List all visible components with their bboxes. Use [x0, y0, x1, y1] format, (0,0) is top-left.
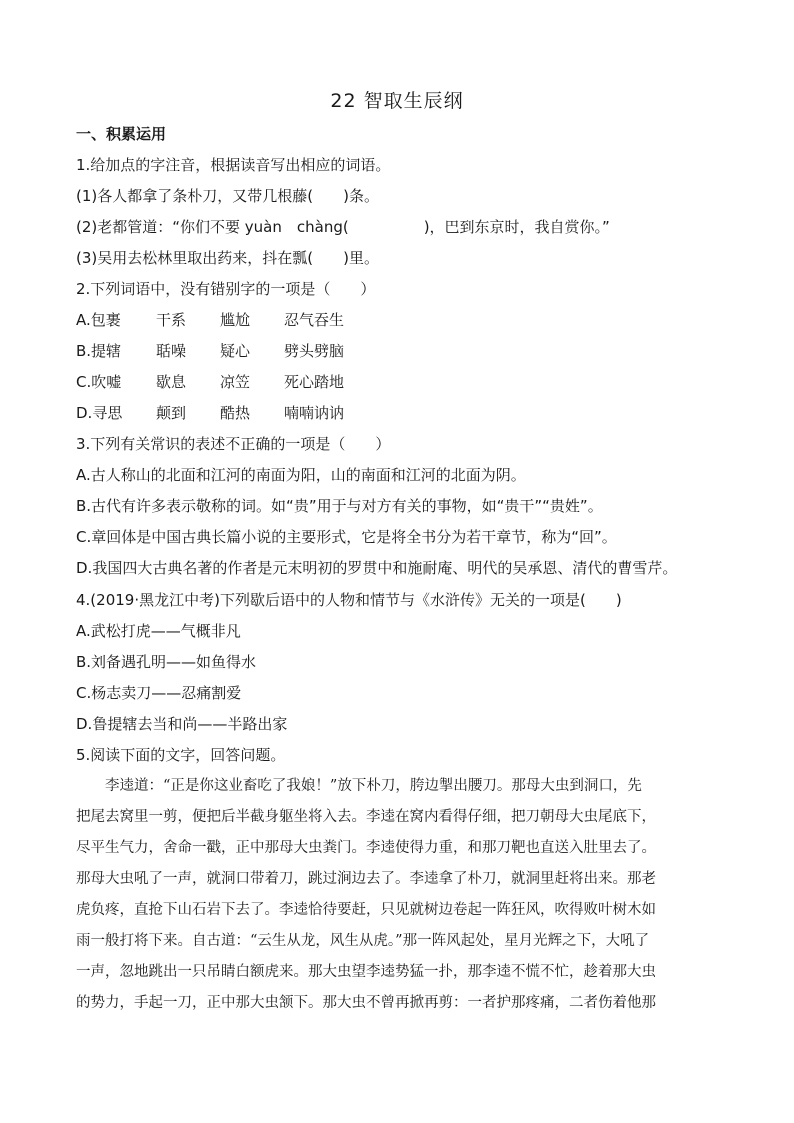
option-word: 尴尬 — [220, 311, 251, 329]
option-label: A.包裹 — [76, 311, 121, 329]
passage-line: 尽平生气力，舍命一戳，正中那母大虫粪门。李逵使得力重，和那刀靶也直送入肚里去了。 — [76, 840, 656, 856]
passage-line: 把尾去窝里一剪，便把后半截身躯坐将入去。李逵在窝内看得仔细，把刀朝母大虫尾底下， — [76, 809, 656, 825]
q4-stem: 4.(2019·黑龙江中考)下列歇后语中的人物和情节与《水浒传》无关的一项是( ) — [76, 591, 622, 609]
q2-option-a — [76, 310, 344, 330]
option-label: B.提辖 — [76, 342, 122, 360]
q2-option-b — [76, 341, 344, 361]
q4-option-c: C.杨志卖刀——忍痛割爱 — [76, 684, 242, 702]
q3-option-d: D.我国四大古典名著的作者是元末明初的罗贯中和施耐庵、明代的吴承恩、清代的曹雪芹。 — [76, 559, 678, 577]
option-word: 歇息 — [156, 373, 187, 391]
q4-option-b: B.刘备遇孔明——如鱼得水 — [76, 653, 257, 671]
q5-stem: 5.阅读下面的文字，回答问题。 — [76, 746, 286, 764]
option-word: 疑心 — [220, 342, 251, 360]
section-heading: 一、积累运用 — [76, 125, 167, 143]
q1-stem: 1.给加点的字注音，根据读音写出相应的词语。 — [76, 156, 391, 174]
q2-option-d — [76, 403, 344, 423]
option-word: 喃喃讷讷 — [284, 404, 345, 422]
passage-line: 的势力，手起一刀，正中那大虫颔下。那大虫不曾再掀再剪：一者护那疼痛，二者伤着他那 — [76, 995, 656, 1011]
option-word: 酷热 — [220, 404, 251, 422]
option-word: 忍气吞生 — [284, 311, 345, 329]
passage-line: 虎负疼，直抢下山石岩下去了。李逵恰待要赶，只见就树边卷起一阵狂风，吹得败叶树木如 — [76, 902, 656, 918]
option-word: 凉笠 — [220, 373, 251, 391]
option-word: 死心踏地 — [284, 373, 345, 391]
q2-option-c — [76, 372, 344, 392]
q3-stem: 3.下列有关常识的表述不正确的一项是（ ） — [76, 435, 391, 453]
option-word: 颠到 — [156, 404, 187, 422]
q1-sub3: (3)吴用去松林里取出药来，抖在瓢( )里。 — [76, 249, 379, 267]
q4-option-d: D.鲁提辖去当和尚——半路出家 — [76, 715, 288, 733]
option-label: C.吹嘘 — [76, 373, 122, 391]
option-word: 聒噪 — [156, 342, 187, 360]
q1-sub1: (1)各人都拿了条朴刀，又带几根藤( )条。 — [76, 187, 379, 205]
q3-option-b: B.古代有许多表示敬称的词。如“贵”用于与对方有关的事物，如“贵干”“贵姓”。 — [76, 497, 603, 515]
q3-option-c: C.章回体是中国古典长篇小说的主要形式，它是将全书分为若干章节，称为“回”。 — [76, 528, 617, 546]
option-label: D.寻思 — [76, 404, 123, 422]
page-title: 22 智取生辰纲 — [330, 90, 464, 112]
passage-line: 一声，忽地跳出一只吊睛白额虎来。那大虫望李逵势猛一扑，那李逵不慌不忙，趁着那大虫 — [76, 964, 656, 980]
passage-line: 那母大虫吼了一声，就洞口带着刀，跳过涧边去了。李逵拿了朴刀，就洞里赶将出来。那老 — [76, 871, 656, 887]
q1-sub2: (2)老都管道：“你们不要 yuàn chàng( )，巴到东京时，我自赏你。” — [76, 218, 610, 236]
q4-option-a: A.武松打虎——气概非凡 — [76, 622, 241, 640]
q2-stem: 2.下列词语中，没有错别字的一项是（ ） — [76, 280, 376, 298]
passage-line: 李逵道：“正是你这业畜吃了我娘！”放下朴刀，胯边掣出腰刀。那母大虫到洞口，先 — [76, 778, 642, 794]
passage-line: 雨一般打将下来。自古道：“云生从龙，风生从虎。”那一阵风起处，星月光辉之下，大吼了 — [76, 933, 650, 949]
option-word: 干系 — [156, 311, 187, 329]
q3-option-a: A.古人称山的北面和江河的南面为阳，山的南面和江河的北面为阴。 — [76, 466, 526, 484]
option-word: 劈头劈脑 — [284, 342, 345, 360]
